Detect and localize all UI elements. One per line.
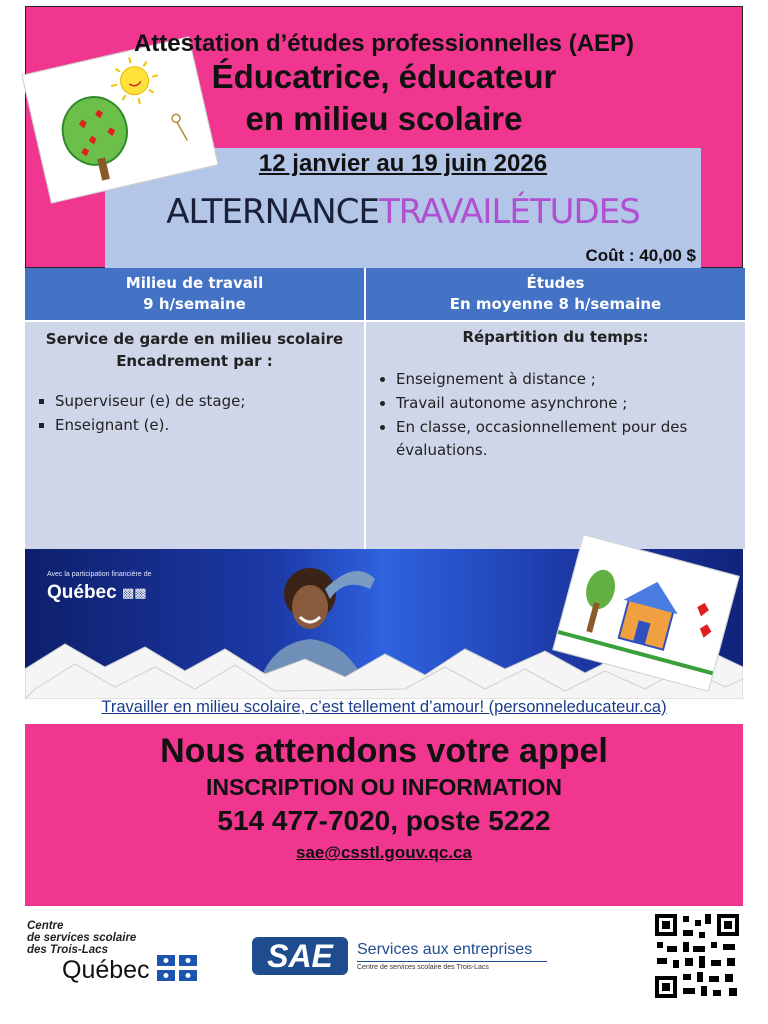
list-item: ▪ Superviseur (e) de stage; (55, 390, 364, 413)
website-link[interactable]: Travailler en milieu scolaire, c’est tellement d’amour! (personneleducateur.ca) (101, 698, 667, 716)
program-title-line2: en milieu scolaire (245, 100, 523, 137)
supervision-list (25, 390, 364, 437)
study-column-cell (366, 322, 745, 549)
css-line-1: Centre (27, 920, 64, 932)
quebec-wordmark: Québec (62, 956, 150, 985)
quebec-logo-footer (62, 955, 197, 988)
sae-logo: SAE (252, 937, 348, 975)
study-column-header (366, 268, 745, 320)
time-distribution-list (366, 368, 745, 462)
work-header-hours: 9 h/semaine (143, 295, 246, 313)
email-link[interactable]: sae@csstl.gouv.qc.ca (296, 843, 472, 862)
work-cell-title: Service de garde en milieu scolaire (45, 330, 344, 348)
quebec-flag-icon (157, 955, 197, 988)
css-line-2: de services scolaire (27, 932, 137, 944)
study-header-hours: En moyenne 8 h/semaine (449, 295, 662, 313)
quebec-flag-icon: ▩▩ (121, 584, 147, 600)
list-item: • Travail autonome asynchrone ; (396, 392, 735, 415)
call-to-action: Nous attendons votre appel (160, 732, 608, 770)
work-header-title: Milieu de travail (125, 274, 264, 292)
work-column-header (25, 268, 364, 320)
inscription-label: INSCRIPTION OU INFORMATION (205, 774, 563, 800)
financial-participation-text: Avec la participation financière de (47, 571, 152, 578)
sae-title: Services aux entreprises (357, 941, 533, 958)
etudes-word: ÉTUDES (509, 192, 640, 232)
list-item: ▪ Enseignant (e). (55, 414, 364, 437)
program-title-line1: Éducatrice, éducateur (211, 58, 557, 95)
list-item: • Enseignement à distance ; (396, 368, 735, 391)
cost-label: Coût : 40,00 $ (585, 246, 696, 265)
sae-subtitle: Centre de services scolaire des Trois-Lacs (357, 961, 547, 971)
work-column-cell (25, 322, 364, 549)
quebec-wordmark: Québec (47, 582, 117, 603)
study-cell-title: Répartition du temps: (462, 328, 649, 346)
program-type: Attestation d’études professionnelles (AEP) (133, 30, 635, 57)
work-cell-subtitle: Encadrement par : (116, 352, 273, 370)
css-line-3: des Trois-Lacs (27, 944, 108, 956)
alternance-word: ALTERNANCE (166, 192, 379, 232)
phone-number: 514 477-7020, poste 5222 (217, 805, 551, 836)
school-service-center-name (27, 920, 136, 956)
alternance-heading (105, 192, 701, 232)
program-dates: 12 janvier au 19 juin 2026 (258, 150, 548, 177)
qr-code-icon[interactable] (653, 912, 741, 1000)
quebec-logo-banner (47, 582, 147, 604)
list-item: • En classe, occasionnellement pour des évaluations. (396, 416, 735, 462)
schedule-table (25, 268, 745, 549)
study-header-title: Études (526, 274, 585, 292)
travail-word: TRAVAIL (378, 192, 510, 232)
